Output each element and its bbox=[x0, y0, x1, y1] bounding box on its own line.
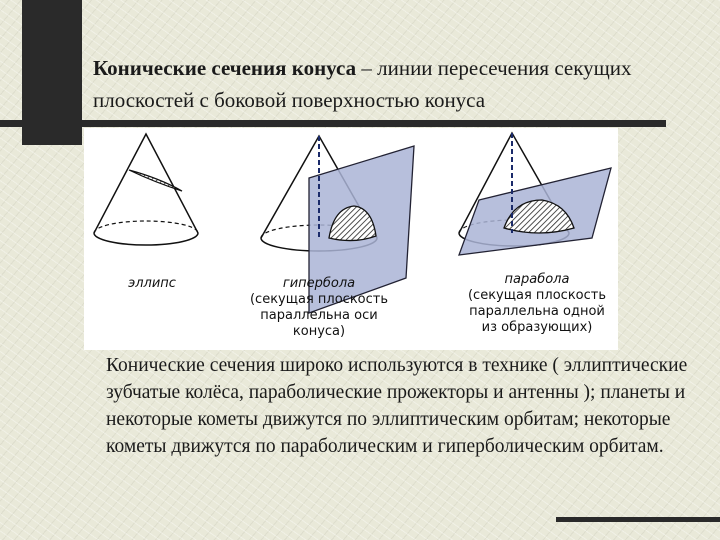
parabola-label: парабола bbox=[504, 272, 570, 287]
horizontal-rule bbox=[0, 120, 666, 127]
hyperbola-note-2: параллельна оси bbox=[260, 308, 378, 323]
parabola-note-2: параллельна одной bbox=[469, 304, 605, 319]
hyperbola-caption bbox=[234, 276, 404, 340]
slide-title bbox=[93, 52, 693, 116]
parabola-caption bbox=[452, 272, 622, 336]
body-paragraph: Конические сечения широко используются в технике ( эллиптические зубчатые колёса, параболические прожекторы и антенны ); планеты и некоторые кометы движутся по эллиптическим орбитам; некоторые кометы движутся по параболическим и гиперболическим орбитам. bbox=[106, 355, 688, 457]
bottom-rule bbox=[556, 517, 720, 522]
parabola-note-1: (секущая плоскость bbox=[467, 288, 607, 303]
title-bold: Конические сечения конуса bbox=[93, 56, 357, 80]
ellipse-label: эллипс bbox=[128, 276, 176, 291]
parabola-cone bbox=[459, 133, 611, 255]
ellipse-cone bbox=[94, 134, 198, 245]
conic-sections-figure bbox=[84, 128, 618, 350]
parabola-note-3: из образующих) bbox=[481, 320, 593, 335]
hyperbola-note-1: (секущая плоскость bbox=[249, 292, 389, 307]
hyperbola-note-3: конуса) bbox=[292, 324, 346, 339]
title-rest: – линии пересечения секущих плоскостей с боковой поверхностью конуса bbox=[93, 56, 632, 112]
hyperbola-label: гипербола bbox=[282, 276, 356, 291]
ellipse-caption bbox=[112, 276, 192, 292]
